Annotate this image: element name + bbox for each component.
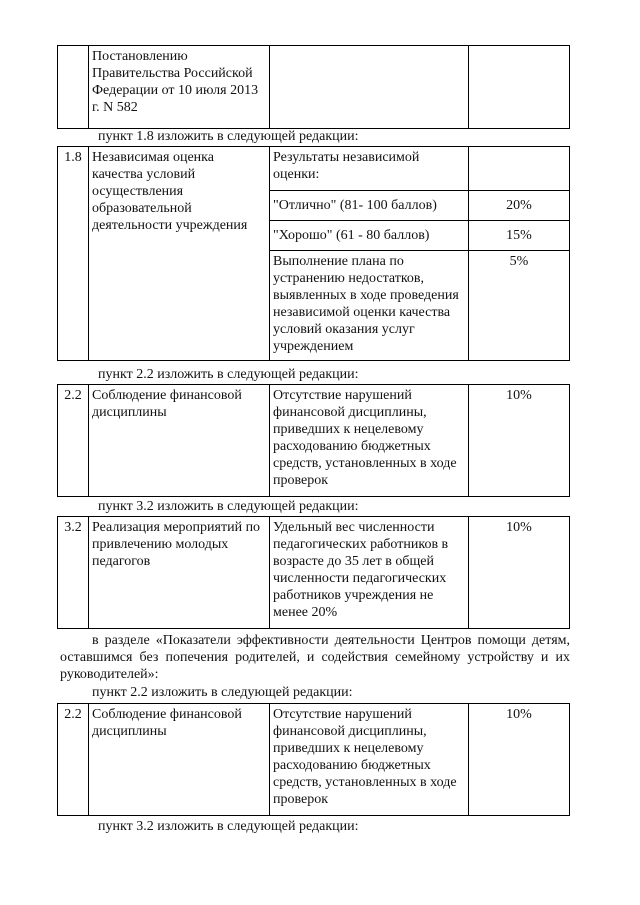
- criterion-cell: Отсутствие нарушений финансовой дисциплины, приведших к нецелевому расходованию бюджетных средств, установленных в ходе проверок: [270, 385, 469, 497]
- criterion-cell: Результаты независимой оценки:: [270, 147, 469, 191]
- instruction-3-2: пункт 3.2 изложить в следующей редакции:: [98, 499, 359, 514]
- table-row: [58, 517, 570, 629]
- instruction-3-2-second: пункт 3.2 изложить в следующей редакции:: [98, 819, 359, 834]
- value-cell: 10%: [469, 385, 570, 497]
- row-number-cell: 2.2: [58, 704, 89, 816]
- indicator-name-cell: Соблюдение финансовой дисциплины: [89, 704, 270, 816]
- continuation-table: [57, 45, 570, 129]
- value-cell: 10%: [469, 704, 570, 816]
- criterion-cell: Удельный вес численности педагогических работников в возрасте до 35 лет в общей численности педагогических работников учреждения не менее 20%: [270, 517, 469, 629]
- table-3-2: [57, 516, 570, 629]
- table-row: [58, 147, 570, 191]
- value-cell: 15%: [469, 221, 570, 251]
- value-cell: 5%: [469, 251, 570, 361]
- criterion-cell: Отсутствие нарушений финансовой дисциплины, приведших к нецелевому расходованию бюджетных средств, установленных в ходе проверок: [270, 704, 469, 816]
- section-heading-text: в разделе «Показатели эффективности деятельности Центров помощи детям, оставшимся без попечения родителей, и содействия семейному устройству и их руководителей»:: [60, 633, 570, 682]
- value-cell: [469, 147, 570, 191]
- value-cell: 10%: [469, 517, 570, 629]
- instruction-1-8: пункт 1.8 изложить в следующей редакции:: [98, 129, 359, 144]
- criterion-cell: "Хорошо" (61 - 80 баллов): [270, 221, 469, 251]
- indicator-name-cell: Постановлению Правительства Российской Федерации от 10 июля 2013 г. N 582: [89, 46, 270, 129]
- criterion-cell: "Отлично" (81- 100 баллов): [270, 191, 469, 221]
- criterion-cell: Выполнение плана по устранению недостатков, выявленных в ходе проведения независимой оценки качества условий оказания услуг учреждением: [270, 251, 469, 361]
- table-row: [58, 46, 570, 129]
- instruction-2-2-second: пункт 2.2 изложить в следующей редакции:: [92, 685, 353, 700]
- indicator-name-cell: Независимая оценка качества условий осуществления образовательной деятельности учреждения: [89, 147, 270, 361]
- row-number-cell: 3.2: [58, 517, 89, 629]
- indicator-name-cell: Реализация мероприятий по привлечению молодых педагогов: [89, 517, 270, 629]
- instruction-2-2: пункт 2.2 изложить в следующей редакции:: [98, 367, 359, 382]
- table-1-8: [57, 146, 570, 361]
- table-2-2-second: [57, 703, 570, 816]
- row-number-cell: 1.8: [58, 147, 89, 361]
- row-number-cell: 2.2: [58, 385, 89, 497]
- table-row: [58, 704, 570, 816]
- row-number-cell: [58, 46, 89, 129]
- table-row: [58, 385, 570, 497]
- table-2-2: [57, 384, 570, 497]
- indicator-name-cell: Соблюдение финансовой дисциплины: [89, 385, 270, 497]
- value-cell: [469, 46, 570, 129]
- value-cell: 20%: [469, 191, 570, 221]
- criterion-cell: [270, 46, 469, 129]
